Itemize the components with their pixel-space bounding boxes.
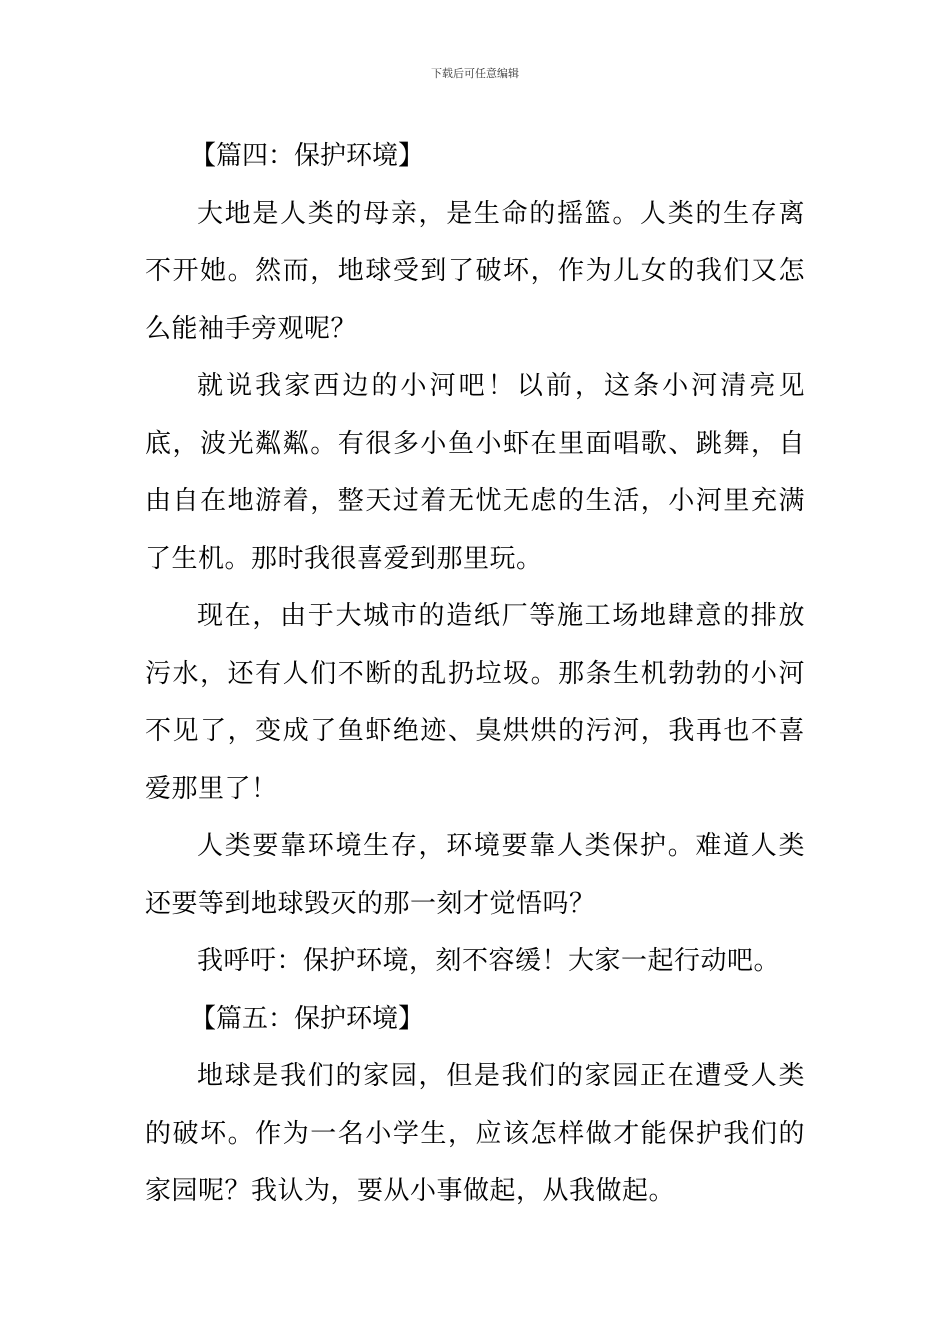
paragraph: 现在，由于大城市的造纸厂等施工场地肆意的排放污水，还有人们不断的乱扔垃圾。那条生机勃勃的小河不见了，变成了鱼虾绝迹、臭烘烘的污河，我再也不喜爱那里了！	[145, 601, 805, 804]
paragraph: 大地是人类的母亲，是生命的摇篮。人类的生存离不开她。然而，地球受到了破坏，作为儿女的我们又怎么能袖手旁观呢？	[145, 198, 805, 344]
page-header-note: 下载后可任意编辑	[431, 67, 519, 80]
paragraph: 就说我家西边的小河吧！以前，这条小河清亮见底，波光粼粼。有很多小鱼小虾在里面唱歌、跳舞，自由自在地游着，整天过着无忧无虑的生活，小河里充满了生机。那时我很喜爱到那里玩。	[145, 371, 805, 574]
paragraph: 地球是我们的家园，但是我们的家园正在遭受人类的破坏。作为一名小学生，应该怎样做才能保护我们的家园呢？我认为，要从小事做起，从我做起。	[145, 1061, 805, 1206]
document-body	[145, 128, 805, 1221]
section-title-4: 【篇四：保护环境】	[190, 141, 425, 171]
paragraph: 人类要靠环境生存，环境要靠人类保护。难道人类还要等到地球毁灭的那一刻才觉悟吗？	[145, 831, 805, 919]
paragraph: 我呼吁：保护环境，刻不容缓！大家一起行动吧。	[197, 946, 781, 976]
section-title-5: 【篇五：保护环境】	[190, 1003, 425, 1034]
